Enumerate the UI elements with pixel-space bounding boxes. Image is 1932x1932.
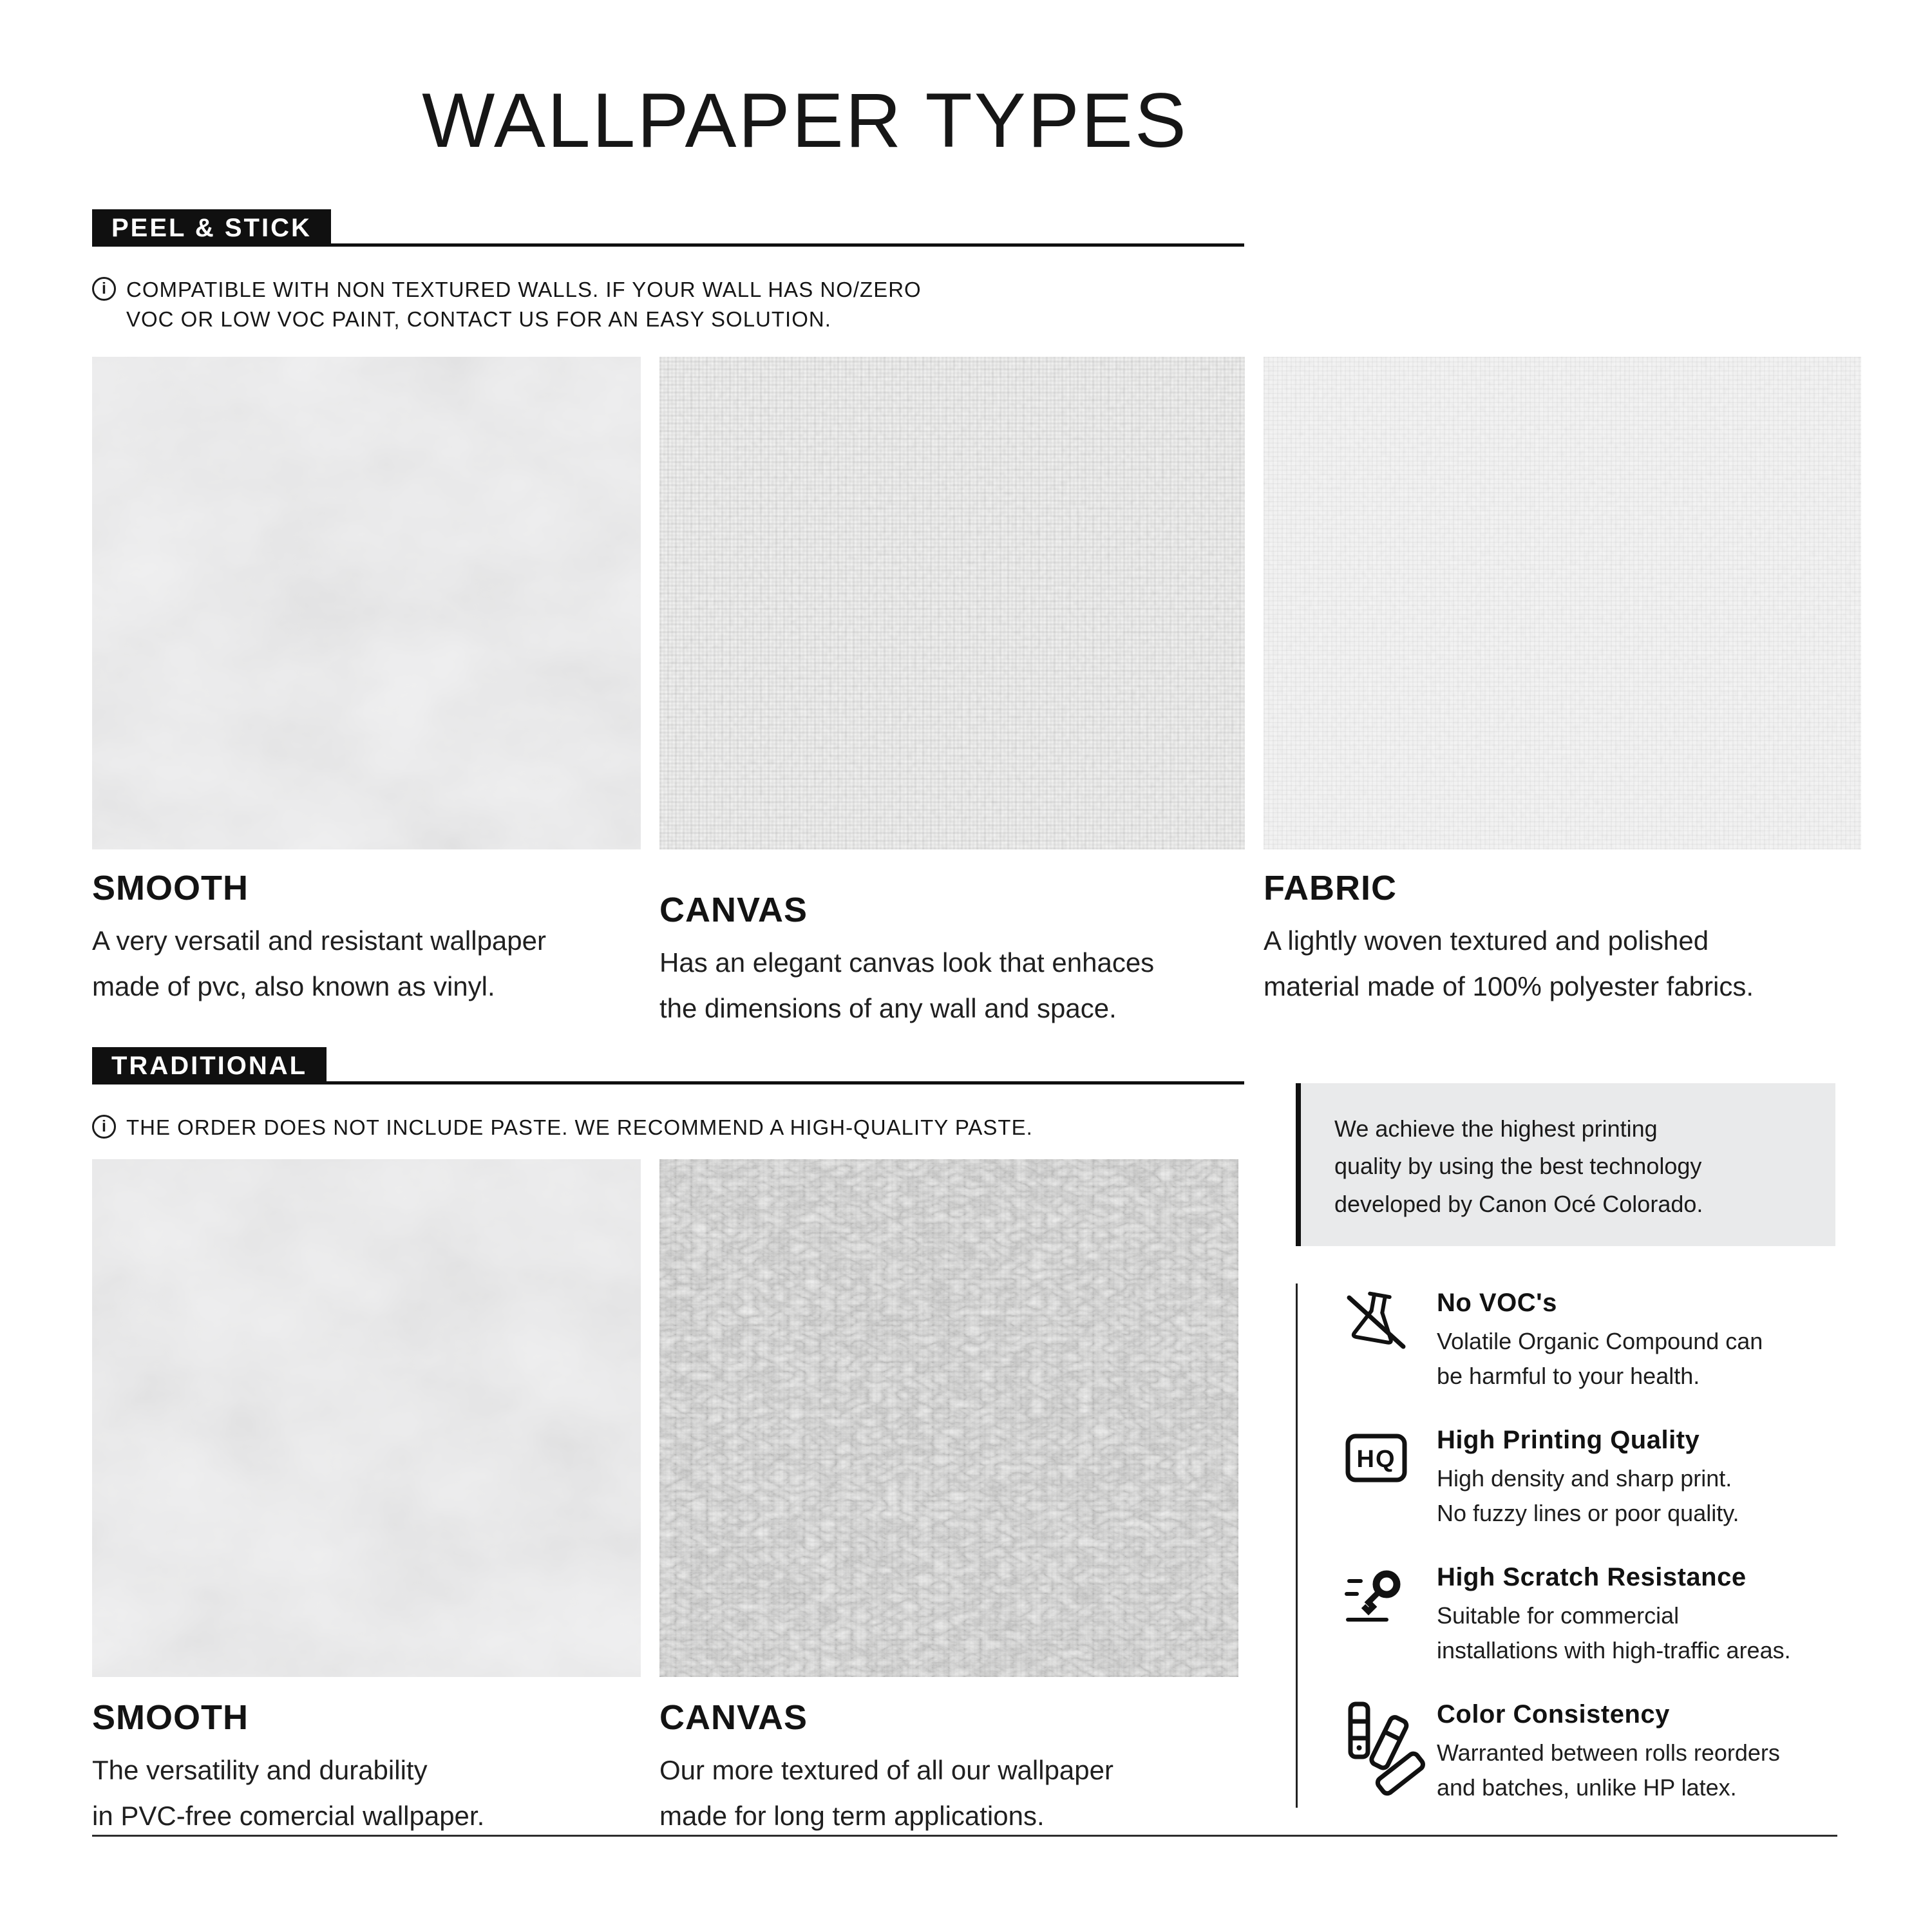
svg-text:HQ: HQ bbox=[1356, 1445, 1396, 1473]
swatch-name: CANVAS bbox=[659, 891, 808, 930]
hq-badge-icon bbox=[1344, 1426, 1408, 1490]
page-title: WALLPAPER TYPES bbox=[422, 77, 1188, 164]
feature-text bbox=[1437, 1563, 1791, 1668]
swatch-smooth-vinyl-texture bbox=[92, 357, 641, 849]
feature-no-voc bbox=[1344, 1289, 1835, 1394]
feature-description: High density and sharp print. No fuzzy lines or poor quality. bbox=[1437, 1464, 1739, 1526]
feature-text bbox=[1437, 1426, 1739, 1531]
feature-high-scratch-resistance bbox=[1344, 1563, 1835, 1668]
section-header bbox=[92, 1047, 1244, 1084]
section-label-peel-stick: PEEL & STICK bbox=[92, 209, 331, 247]
feature-title: No VOC's bbox=[1437, 1288, 1557, 1317]
swatch-description: A very versatil and resistant wallpaper made of pvc, also known as vinyl. bbox=[92, 925, 546, 1001]
swatch-name: CANVAS bbox=[659, 1698, 808, 1738]
swatch-smooth-pvc-free-texture bbox=[92, 1159, 641, 1677]
feature-description: Volatile Organic Compound can be harmful to your health. bbox=[1437, 1327, 1763, 1389]
traditional-swatch-row bbox=[92, 1159, 1244, 1677]
peel-stick-swatch-row bbox=[92, 357, 1861, 849]
feature-title: High Printing Quality bbox=[1437, 1425, 1700, 1454]
peel-stick-note bbox=[92, 275, 1135, 334]
info-icon: i bbox=[92, 1115, 116, 1139]
caption-canvas-traditional bbox=[659, 1698, 1238, 1839]
traditional-note bbox=[92, 1113, 1135, 1142]
swatch-name: SMOOTH bbox=[92, 869, 249, 908]
note-text: THE ORDER DOES NOT INCLUDE PASTE. WE RECOMMEND A HIGH-QUALITY PASTE. bbox=[126, 1115, 1033, 1139]
no-voc-flask-icon bbox=[1344, 1289, 1408, 1353]
caption-smooth bbox=[92, 868, 641, 1031]
swatch-name: SMOOTH bbox=[92, 1698, 249, 1738]
printing-quality-callout: We achieve the highest printing quality by using the best technology developed by Canon Océ Colorado. bbox=[1296, 1083, 1835, 1246]
section-traditional bbox=[92, 1047, 1244, 1839]
feature-description: Warranted between rolls reorders and batches, unlike HP latex. bbox=[1437, 1739, 1780, 1801]
rough-canvas-texture-noise bbox=[659, 1159, 1238, 1677]
feature-title: Color Consistency bbox=[1437, 1700, 1670, 1728]
canvas-texture-noise bbox=[659, 357, 1245, 849]
color-swatchbook-icon bbox=[1344, 1700, 1408, 1765]
feature-description: Suitable for commercial installations with high-traffic areas. bbox=[1437, 1602, 1791, 1663]
feature-title: High Scratch Resistance bbox=[1437, 1562, 1747, 1591]
bottom-divider bbox=[92, 1835, 1837, 1837]
swatch-description: The versatility and durability in PVC-free comercial wallpaper. bbox=[92, 1755, 485, 1831]
swatch-name: FABRIC bbox=[1264, 869, 1397, 908]
section-label-traditional: TRADITIONAL bbox=[92, 1047, 327, 1084]
feature-text bbox=[1437, 1700, 1780, 1805]
swatch-polyester-fabric-texture bbox=[1264, 357, 1861, 849]
smooth-texture-noise bbox=[92, 1159, 641, 1677]
peel-stick-captions bbox=[92, 868, 1861, 1031]
note-text: COMPATIBLE WITH NON TEXTURED WALLS. IF YOUR WALL HAS NO/ZERO VOC OR LOW VOC PAINT, CONTACT US FOR AN EASY SOLUTION. bbox=[126, 278, 922, 332]
key-scratch-icon bbox=[1344, 1563, 1408, 1627]
traditional-captions bbox=[92, 1698, 1244, 1839]
swatch-description: A lightly woven textured and polished material made of 100% polyester fabrics. bbox=[1264, 925, 1754, 1001]
printing-quality-aside bbox=[1296, 1083, 1835, 1808]
feature-color-consistency bbox=[1344, 1700, 1835, 1805]
section-peel-and-stick bbox=[92, 209, 1861, 1031]
caption-smooth-traditional bbox=[92, 1698, 641, 1839]
fabric-texture-noise bbox=[1264, 357, 1861, 849]
feature-list bbox=[1296, 1283, 1835, 1808]
swatch-rough-canvas-texture bbox=[659, 1159, 1238, 1677]
info-icon: i bbox=[92, 277, 116, 301]
smooth-texture-noise bbox=[92, 357, 641, 849]
feature-text bbox=[1437, 1289, 1763, 1394]
swatch-woven-canvas-texture bbox=[659, 357, 1245, 849]
swatch-description: Our more textured of all our wallpaper made for long term applications. bbox=[659, 1755, 1113, 1831]
feature-high-printing-quality bbox=[1344, 1426, 1835, 1531]
caption-canvas bbox=[659, 868, 1245, 1031]
caption-fabric bbox=[1264, 868, 1861, 1031]
swatch-description: Has an elegant canvas look that enhaces the dimensions of any wall and space. bbox=[659, 947, 1155, 1023]
section-header bbox=[92, 209, 1244, 247]
